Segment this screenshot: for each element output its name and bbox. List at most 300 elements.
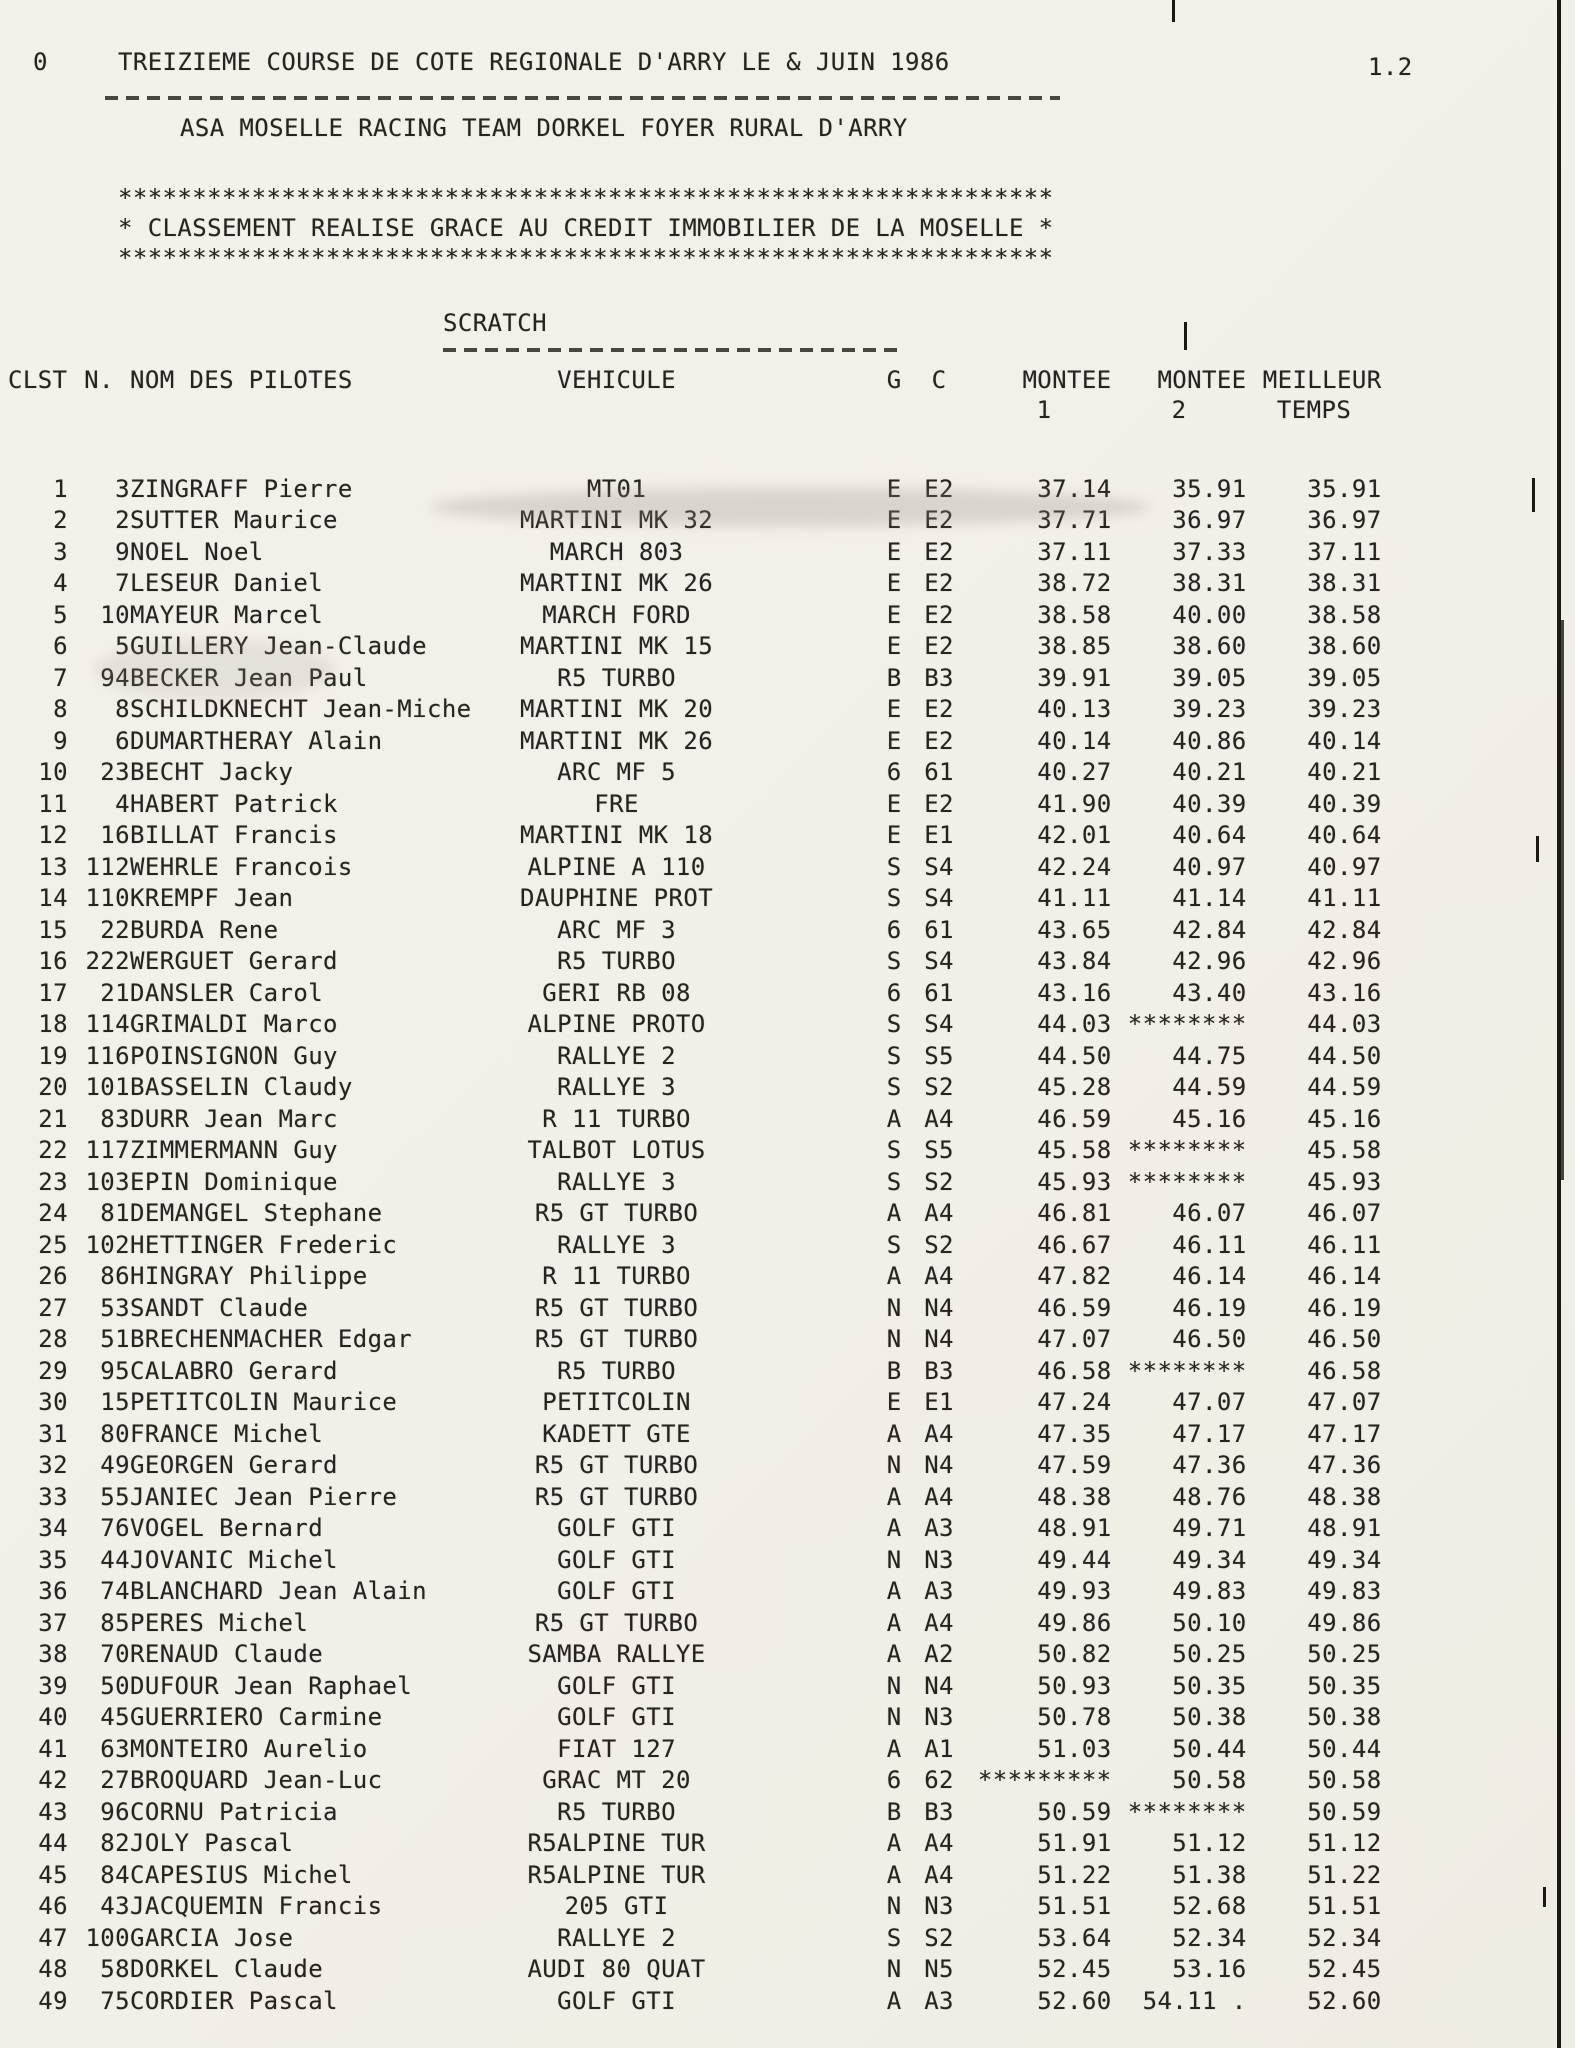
- cell-num: 49: [100, 1451, 130, 1480]
- cell-clst: 6: [53, 632, 68, 661]
- cell-montee2: 41.14: [1172, 884, 1247, 913]
- cell-vehicle: RALLYE 2: [557, 1923, 676, 1952]
- cell-montee1: 41.90: [1037, 789, 1112, 818]
- cell-clst: 31: [38, 1419, 68, 1448]
- cell-g: A: [886, 1514, 902, 1543]
- cell-name: GRIMALDI Marco: [130, 1010, 338, 1039]
- result-row: [8, 1324, 1382, 1356]
- cell-best: 42.84: [1307, 915, 1382, 944]
- cell-name: GUILLERY Jean-Claude: [130, 632, 427, 661]
- result-row: [8, 1450, 1382, 1482]
- cell-vehicle: GOLF GTI: [557, 1671, 676, 1700]
- result-row: [8, 1796, 1382, 1828]
- result-row: [8, 725, 1382, 757]
- result-row: [8, 1859, 1382, 1891]
- cell-montee1: 53.64: [1037, 1923, 1112, 1952]
- cell-clst: 20: [38, 1073, 68, 1102]
- cell-clst: 44: [38, 1829, 68, 1858]
- cell-c: B3: [924, 1356, 954, 1385]
- cell-clst: 13: [38, 852, 68, 881]
- cell-best: 50.58: [1307, 1766, 1382, 1795]
- cell-clst: 39: [38, 1671, 68, 1700]
- cell-c: N4: [924, 1325, 954, 1354]
- cell-best: 51.22: [1307, 1860, 1382, 1889]
- cell-montee1: 49.44: [1037, 1545, 1112, 1574]
- cell-best: 38.60: [1307, 632, 1382, 661]
- result-row: [8, 1355, 1382, 1387]
- scan-artifact: [1184, 322, 1187, 350]
- cell-vehicle: MARTINI MK 32: [520, 506, 714, 535]
- cell-g: 6: [886, 758, 902, 787]
- cell-vehicle: GERI RB 08: [542, 978, 691, 1007]
- cell-name: JOLY Pascal: [130, 1829, 294, 1858]
- cell-clst: 40: [38, 1703, 68, 1732]
- cell-num: 94: [100, 663, 130, 692]
- header-row-1: [8, 365, 1382, 395]
- result-row: [8, 1828, 1382, 1860]
- cell-c: 61: [924, 978, 954, 1007]
- cell-montee2: 40.00: [1172, 600, 1247, 629]
- cell-clst: 25: [38, 1230, 68, 1259]
- header-name: NOM DES PILOTES: [130, 366, 353, 394]
- cell-montee2: 47.07: [1172, 1388, 1247, 1417]
- result-row: [8, 1702, 1382, 1734]
- cell-best: 46.58: [1307, 1356, 1382, 1385]
- cell-montee1: 44.50: [1037, 1041, 1112, 1070]
- cell-clst: 43: [38, 1797, 68, 1826]
- cell-clst: 30: [38, 1388, 68, 1417]
- cell-clst: 7: [53, 663, 68, 692]
- cell-montee2: 35.91: [1172, 474, 1247, 503]
- corner-mark: 0: [33, 48, 48, 76]
- cell-montee2: 47.17: [1172, 1419, 1247, 1448]
- cell-c: A4: [924, 1262, 954, 1291]
- cell-best: 35.91: [1307, 474, 1382, 503]
- cell-num: 16: [100, 821, 130, 850]
- cell-montee2: 46.11: [1172, 1230, 1247, 1259]
- cell-g: A: [886, 1482, 902, 1511]
- cell-vehicle: RALLYE 3: [557, 1073, 676, 1102]
- result-row: [8, 536, 1382, 568]
- cell-g: S: [886, 1041, 902, 1070]
- cell-clst: 4: [53, 569, 68, 598]
- cell-c: E2: [924, 632, 954, 661]
- cell-clst: 3: [53, 537, 68, 566]
- cell-num: 80: [100, 1419, 130, 1448]
- cell-clst: 9: [53, 726, 68, 755]
- cell-g: E: [886, 726, 902, 755]
- results-body: [8, 473, 1382, 2017]
- cell-vehicle: DAUPHINE PROT: [520, 884, 714, 913]
- cell-c: S2: [924, 1073, 954, 1102]
- cell-name: DURR Jean Marc: [130, 1104, 338, 1133]
- result-row: [8, 1639, 1382, 1671]
- result-row: [8, 1481, 1382, 1513]
- cell-best: 51.51: [1307, 1892, 1382, 1921]
- cell-clst: 11: [38, 789, 68, 818]
- cell-g: B: [886, 1797, 902, 1826]
- cell-c: S2: [924, 1923, 954, 1952]
- cell-vehicle: PETITCOLIN: [542, 1388, 691, 1417]
- cell-montee1: 39.91: [1037, 663, 1112, 692]
- result-row: [8, 473, 1382, 505]
- cell-g: S: [886, 947, 902, 976]
- cell-montee2: 45.16: [1172, 1104, 1247, 1133]
- cell-num: 7: [115, 569, 130, 598]
- cell-montee2: 49.34: [1172, 1545, 1247, 1574]
- cell-name: BLANCHARD Jean Alain: [130, 1577, 427, 1606]
- cell-vehicle: R5 TURBO: [557, 947, 676, 976]
- cell-best: 39.23: [1307, 695, 1382, 724]
- cell-montee1: 47.07: [1037, 1325, 1112, 1354]
- cell-g: A: [886, 1419, 902, 1448]
- cell-best: 49.83: [1307, 1577, 1382, 1606]
- cell-name: BASSELIN Claudy: [130, 1073, 353, 1102]
- cell-name: PETITCOLIN Maurice: [130, 1388, 398, 1417]
- header-clst: CLST: [8, 366, 68, 394]
- cell-c: B3: [924, 663, 954, 692]
- cell-c: N4: [924, 1451, 954, 1480]
- cell-c: N3: [924, 1703, 954, 1732]
- cell-name: CORNU Patricia: [130, 1797, 338, 1826]
- cell-montee2: ********: [1127, 1797, 1247, 1826]
- cell-name: DEMANGEL Stephane: [130, 1199, 383, 1228]
- cell-name: SCHILDKNECHT Jean-Miche: [130, 695, 472, 724]
- cell-num: 43: [100, 1892, 130, 1921]
- cell-montee1: 49.93: [1037, 1577, 1112, 1606]
- cell-c: A4: [924, 1608, 954, 1637]
- cell-best: 44.59: [1307, 1073, 1382, 1102]
- cell-num: 95: [100, 1356, 130, 1385]
- cell-name: ZIMMERMANN Guy: [130, 1136, 338, 1165]
- cell-c: S5: [924, 1136, 954, 1165]
- cell-montee2: 37.33: [1172, 537, 1247, 566]
- cell-best: 41.11: [1307, 884, 1382, 913]
- cell-name: CALABRO Gerard: [130, 1356, 338, 1385]
- cell-vehicle: R5ALPINE TUR: [527, 1860, 706, 1889]
- banner-stars-top: ***************************************************************: [118, 184, 1054, 212]
- cell-c: E1: [924, 821, 954, 850]
- cell-montee2: 50.35: [1172, 1671, 1247, 1700]
- cell-best: 50.44: [1307, 1734, 1382, 1763]
- section-title: SCRATCH: [443, 309, 547, 337]
- cell-montee2: 38.31: [1172, 569, 1247, 598]
- cell-clst: 18: [38, 1010, 68, 1039]
- cell-name: BURDA Rene: [130, 915, 279, 944]
- scan-artifact: [1543, 1887, 1546, 1907]
- cell-g: E: [886, 506, 902, 535]
- cell-g: B: [886, 1356, 902, 1385]
- cell-montee2: ********: [1127, 1167, 1247, 1196]
- cell-c: A3: [924, 1514, 954, 1543]
- cell-g: S: [886, 1010, 902, 1039]
- cell-num: 3: [115, 474, 130, 503]
- cell-num: 114: [85, 1010, 130, 1039]
- cell-c: S4: [924, 884, 954, 913]
- cell-montee1: 47.35: [1037, 1419, 1112, 1448]
- cell-montee2: 47.36: [1172, 1451, 1247, 1480]
- cell-g: N: [886, 1325, 902, 1354]
- cell-num: 110: [85, 884, 130, 913]
- cell-vehicle: ARC MF 3: [557, 915, 676, 944]
- cell-vehicle: 205 GTI: [564, 1892, 669, 1921]
- cell-name: VOGEL Bernard: [130, 1514, 324, 1543]
- cell-c: 62: [924, 1766, 954, 1795]
- cell-num: 70: [100, 1640, 130, 1669]
- cell-montee2: 49.83: [1172, 1577, 1247, 1606]
- cell-name: HETTINGER Frederic: [130, 1230, 398, 1259]
- cell-num: 44: [100, 1545, 130, 1574]
- cell-montee1: 43.16: [1037, 978, 1112, 1007]
- cell-vehicle: R5 TURBO: [557, 1797, 676, 1826]
- cell-g: S: [886, 1167, 902, 1196]
- cell-num: 4: [115, 789, 130, 818]
- cell-clst: 34: [38, 1514, 68, 1543]
- cell-c: A4: [924, 1829, 954, 1858]
- cell-c: N3: [924, 1892, 954, 1921]
- cell-clst: 5: [53, 600, 68, 629]
- cell-num: 9: [115, 537, 130, 566]
- cell-c: A3: [924, 1577, 954, 1606]
- cell-num: 101: [85, 1073, 130, 1102]
- cell-g: E: [886, 695, 902, 724]
- cell-c: S2: [924, 1230, 954, 1259]
- cell-c: A2: [924, 1640, 954, 1669]
- cell-g: A: [886, 1577, 902, 1606]
- cell-name: DORKEL Claude: [130, 1955, 324, 1984]
- cell-vehicle: MARCH 803: [549, 537, 684, 566]
- cell-clst: 17: [38, 978, 68, 1007]
- cell-num: 15: [100, 1388, 130, 1417]
- cell-g: A: [886, 1262, 902, 1291]
- cell-montee1: 40.27: [1037, 758, 1112, 787]
- cell-name: DANSLER Carol: [130, 978, 324, 1007]
- header-group: G: [886, 366, 902, 394]
- cell-g: E: [886, 821, 902, 850]
- cell-clst: 24: [38, 1199, 68, 1228]
- cell-vehicle: R5 GT TURBO: [534, 1325, 699, 1354]
- cell-montee1: 46.59: [1037, 1104, 1112, 1133]
- cell-vehicle: GOLF GTI: [557, 1545, 676, 1574]
- cell-vehicle: RALLYE 3: [557, 1230, 676, 1259]
- cell-clst: 35: [38, 1545, 68, 1574]
- cell-name: SUTTER Maurice: [130, 506, 338, 535]
- cell-vehicle: MARCH FORD: [542, 600, 691, 629]
- cell-num: 112: [85, 852, 130, 881]
- cell-montee2: 40.86: [1172, 726, 1247, 755]
- cell-best: 46.11: [1307, 1230, 1382, 1259]
- cell-clst: 10: [38, 758, 68, 787]
- cell-montee1: 37.11: [1037, 537, 1112, 566]
- cell-montee1: 48.91: [1037, 1514, 1112, 1543]
- header-spacer: [8, 425, 1382, 473]
- cell-montee2: 46.50: [1172, 1325, 1247, 1354]
- cell-montee2: 40.64: [1172, 821, 1247, 850]
- cell-montee1: 51.91: [1037, 1829, 1112, 1858]
- cell-name: SANDT Claude: [130, 1293, 309, 1322]
- cell-name: KREMPF Jean: [130, 884, 294, 913]
- result-row: [8, 1513, 1382, 1545]
- cell-best: 46.50: [1307, 1325, 1382, 1354]
- cell-montee1: 42.24: [1037, 852, 1112, 881]
- cell-name: DUMARTHERAY Alain: [130, 726, 383, 755]
- cell-num: 22: [100, 915, 130, 944]
- cell-montee2: 49.71: [1172, 1514, 1247, 1543]
- cell-num: 2: [115, 506, 130, 535]
- cell-vehicle: FIAT 127: [557, 1734, 676, 1763]
- cell-montee1: 47.24: [1037, 1388, 1112, 1417]
- cell-montee1: 46.81: [1037, 1199, 1112, 1228]
- cell-c: E2: [924, 695, 954, 724]
- result-row: [8, 1103, 1382, 1135]
- cell-montee2: 40.39: [1172, 789, 1247, 818]
- cell-vehicle: R5ALPINE TUR: [527, 1829, 706, 1858]
- result-row: [8, 977, 1382, 1009]
- cell-montee2: 51.12: [1172, 1829, 1247, 1858]
- result-row: [8, 1292, 1382, 1324]
- cell-vehicle: MT01: [586, 474, 647, 503]
- cell-name: LESEUR Daniel: [130, 569, 324, 598]
- cell-best: 50.38: [1307, 1703, 1382, 1732]
- cell-g: E: [886, 600, 902, 629]
- cell-montee2: 39.05: [1172, 663, 1247, 692]
- header-vehicle: VEHICULE: [557, 366, 676, 394]
- cell-g: A: [886, 1640, 902, 1669]
- cell-best: 52.60: [1307, 1986, 1382, 2015]
- result-row: [8, 568, 1382, 600]
- cell-best: 52.34: [1307, 1923, 1382, 1952]
- cell-name: JOVANIC Michel: [130, 1545, 338, 1574]
- cell-g: A: [886, 1986, 902, 2015]
- result-row: [8, 914, 1382, 946]
- result-row: [8, 757, 1382, 789]
- cell-best: 48.38: [1307, 1482, 1382, 1511]
- result-row: [8, 820, 1382, 852]
- cell-clst: 42: [38, 1766, 68, 1795]
- cell-vehicle: MARTINI MK 15: [520, 632, 714, 661]
- cell-num: 51: [100, 1325, 130, 1354]
- cell-best: 40.64: [1307, 821, 1382, 850]
- cell-name: MONTEIRO Aurelio: [130, 1734, 368, 1763]
- cell-montee2: ********: [1127, 1010, 1247, 1039]
- cell-clst: 27: [38, 1293, 68, 1322]
- cell-vehicle: ALPINE A 110: [527, 852, 706, 881]
- cell-montee2: 46.14: [1172, 1262, 1247, 1291]
- cell-montee1: 45.58: [1037, 1136, 1112, 1165]
- cell-montee2: 54.11 .: [1142, 1986, 1247, 2015]
- cell-c: N5: [924, 1955, 954, 1984]
- cell-best: 40.97: [1307, 852, 1382, 881]
- cell-montee2: 44.75: [1172, 1041, 1247, 1070]
- cell-c: S5: [924, 1041, 954, 1070]
- cell-num: 74: [100, 1577, 130, 1606]
- cell-num: 102: [85, 1230, 130, 1259]
- cell-num: 50: [100, 1671, 130, 1700]
- cell-montee1: 46.58: [1037, 1356, 1112, 1385]
- organizer-subtitle: ASA MOSELLE RACING TEAM DORKEL FOYER RURAL D'ARRY: [180, 114, 908, 142]
- result-row: [8, 1261, 1382, 1293]
- cell-clst: 47: [38, 1923, 68, 1952]
- cell-c: S4: [924, 947, 954, 976]
- section-underline: [443, 348, 903, 352]
- result-row: [8, 1733, 1382, 1765]
- cell-c: A4: [924, 1860, 954, 1889]
- result-row: [8, 1040, 1382, 1072]
- cell-c: A4: [924, 1199, 954, 1228]
- cell-best: 47.36: [1307, 1451, 1382, 1480]
- cell-c: A1: [924, 1734, 954, 1763]
- header-num: N.: [84, 366, 114, 394]
- cell-g: N: [886, 1545, 902, 1574]
- cell-name: CAPESIUS Michel: [130, 1860, 353, 1889]
- cell-montee1: 51.03: [1037, 1734, 1112, 1763]
- cell-num: 86: [100, 1262, 130, 1291]
- cell-clst: 38: [38, 1640, 68, 1669]
- cell-c: A4: [924, 1419, 954, 1448]
- cell-best: 49.86: [1307, 1608, 1382, 1637]
- cell-g: S: [886, 1230, 902, 1259]
- cell-montee1: 41.11: [1037, 884, 1112, 913]
- cell-best: 37.11: [1307, 537, 1382, 566]
- cell-montee2: 50.25: [1172, 1640, 1247, 1669]
- cell-name: GARCIA Jose: [130, 1923, 294, 1952]
- cell-c: N3: [924, 1545, 954, 1574]
- cell-name: HINGRAY Philippe: [130, 1262, 368, 1291]
- cell-c: E2: [924, 600, 954, 629]
- cell-best: 46.19: [1307, 1293, 1382, 1322]
- result-row: [8, 1985, 1382, 2017]
- cell-montee1: 45.28: [1037, 1073, 1112, 1102]
- cell-num: 76: [100, 1514, 130, 1543]
- result-row: [8, 883, 1382, 915]
- cell-g: 6: [886, 915, 902, 944]
- result-row: [8, 631, 1382, 663]
- cell-name: HABERT Patrick: [130, 789, 338, 818]
- cell-best: 46.07: [1307, 1199, 1382, 1228]
- cell-c: E2: [924, 506, 954, 535]
- cell-c: A4: [924, 1482, 954, 1511]
- cell-num: 100: [85, 1923, 130, 1952]
- cell-montee2: 51.38: [1172, 1860, 1247, 1889]
- cell-num: 103: [85, 1167, 130, 1196]
- cell-name: BECHT Jacky: [130, 758, 294, 787]
- cell-best: 38.58: [1307, 600, 1382, 629]
- cell-clst: 14: [38, 884, 68, 913]
- cell-g: N: [886, 1892, 902, 1921]
- cell-clst: 36: [38, 1577, 68, 1606]
- cell-montee1: 46.67: [1037, 1230, 1112, 1259]
- cell-clst: 33: [38, 1482, 68, 1511]
- cell-num: 27: [100, 1766, 130, 1795]
- result-row: [8, 1135, 1382, 1167]
- cell-clst: 32: [38, 1451, 68, 1480]
- cell-vehicle: GOLF GTI: [557, 1514, 676, 1543]
- cell-montee2: 40.21: [1172, 758, 1247, 787]
- cell-montee2: ********: [1127, 1136, 1247, 1165]
- title-underline: [105, 96, 1060, 100]
- result-row: [8, 851, 1382, 883]
- cell-num: 116: [85, 1041, 130, 1070]
- cell-montee1: 51.51: [1037, 1892, 1112, 1921]
- cell-vehicle: R 11 TURBO: [542, 1104, 691, 1133]
- cell-vehicle: RALLYE 3: [557, 1167, 676, 1196]
- cell-num: 10: [100, 600, 130, 629]
- banner-stars-bottom: ***************************************************************: [118, 244, 1054, 272]
- cell-g: N: [886, 1703, 902, 1732]
- cell-vehicle: R5 GT TURBO: [534, 1608, 699, 1637]
- header-best: MEILLEUR: [1262, 366, 1382, 394]
- cell-montee2: 38.60: [1172, 632, 1247, 661]
